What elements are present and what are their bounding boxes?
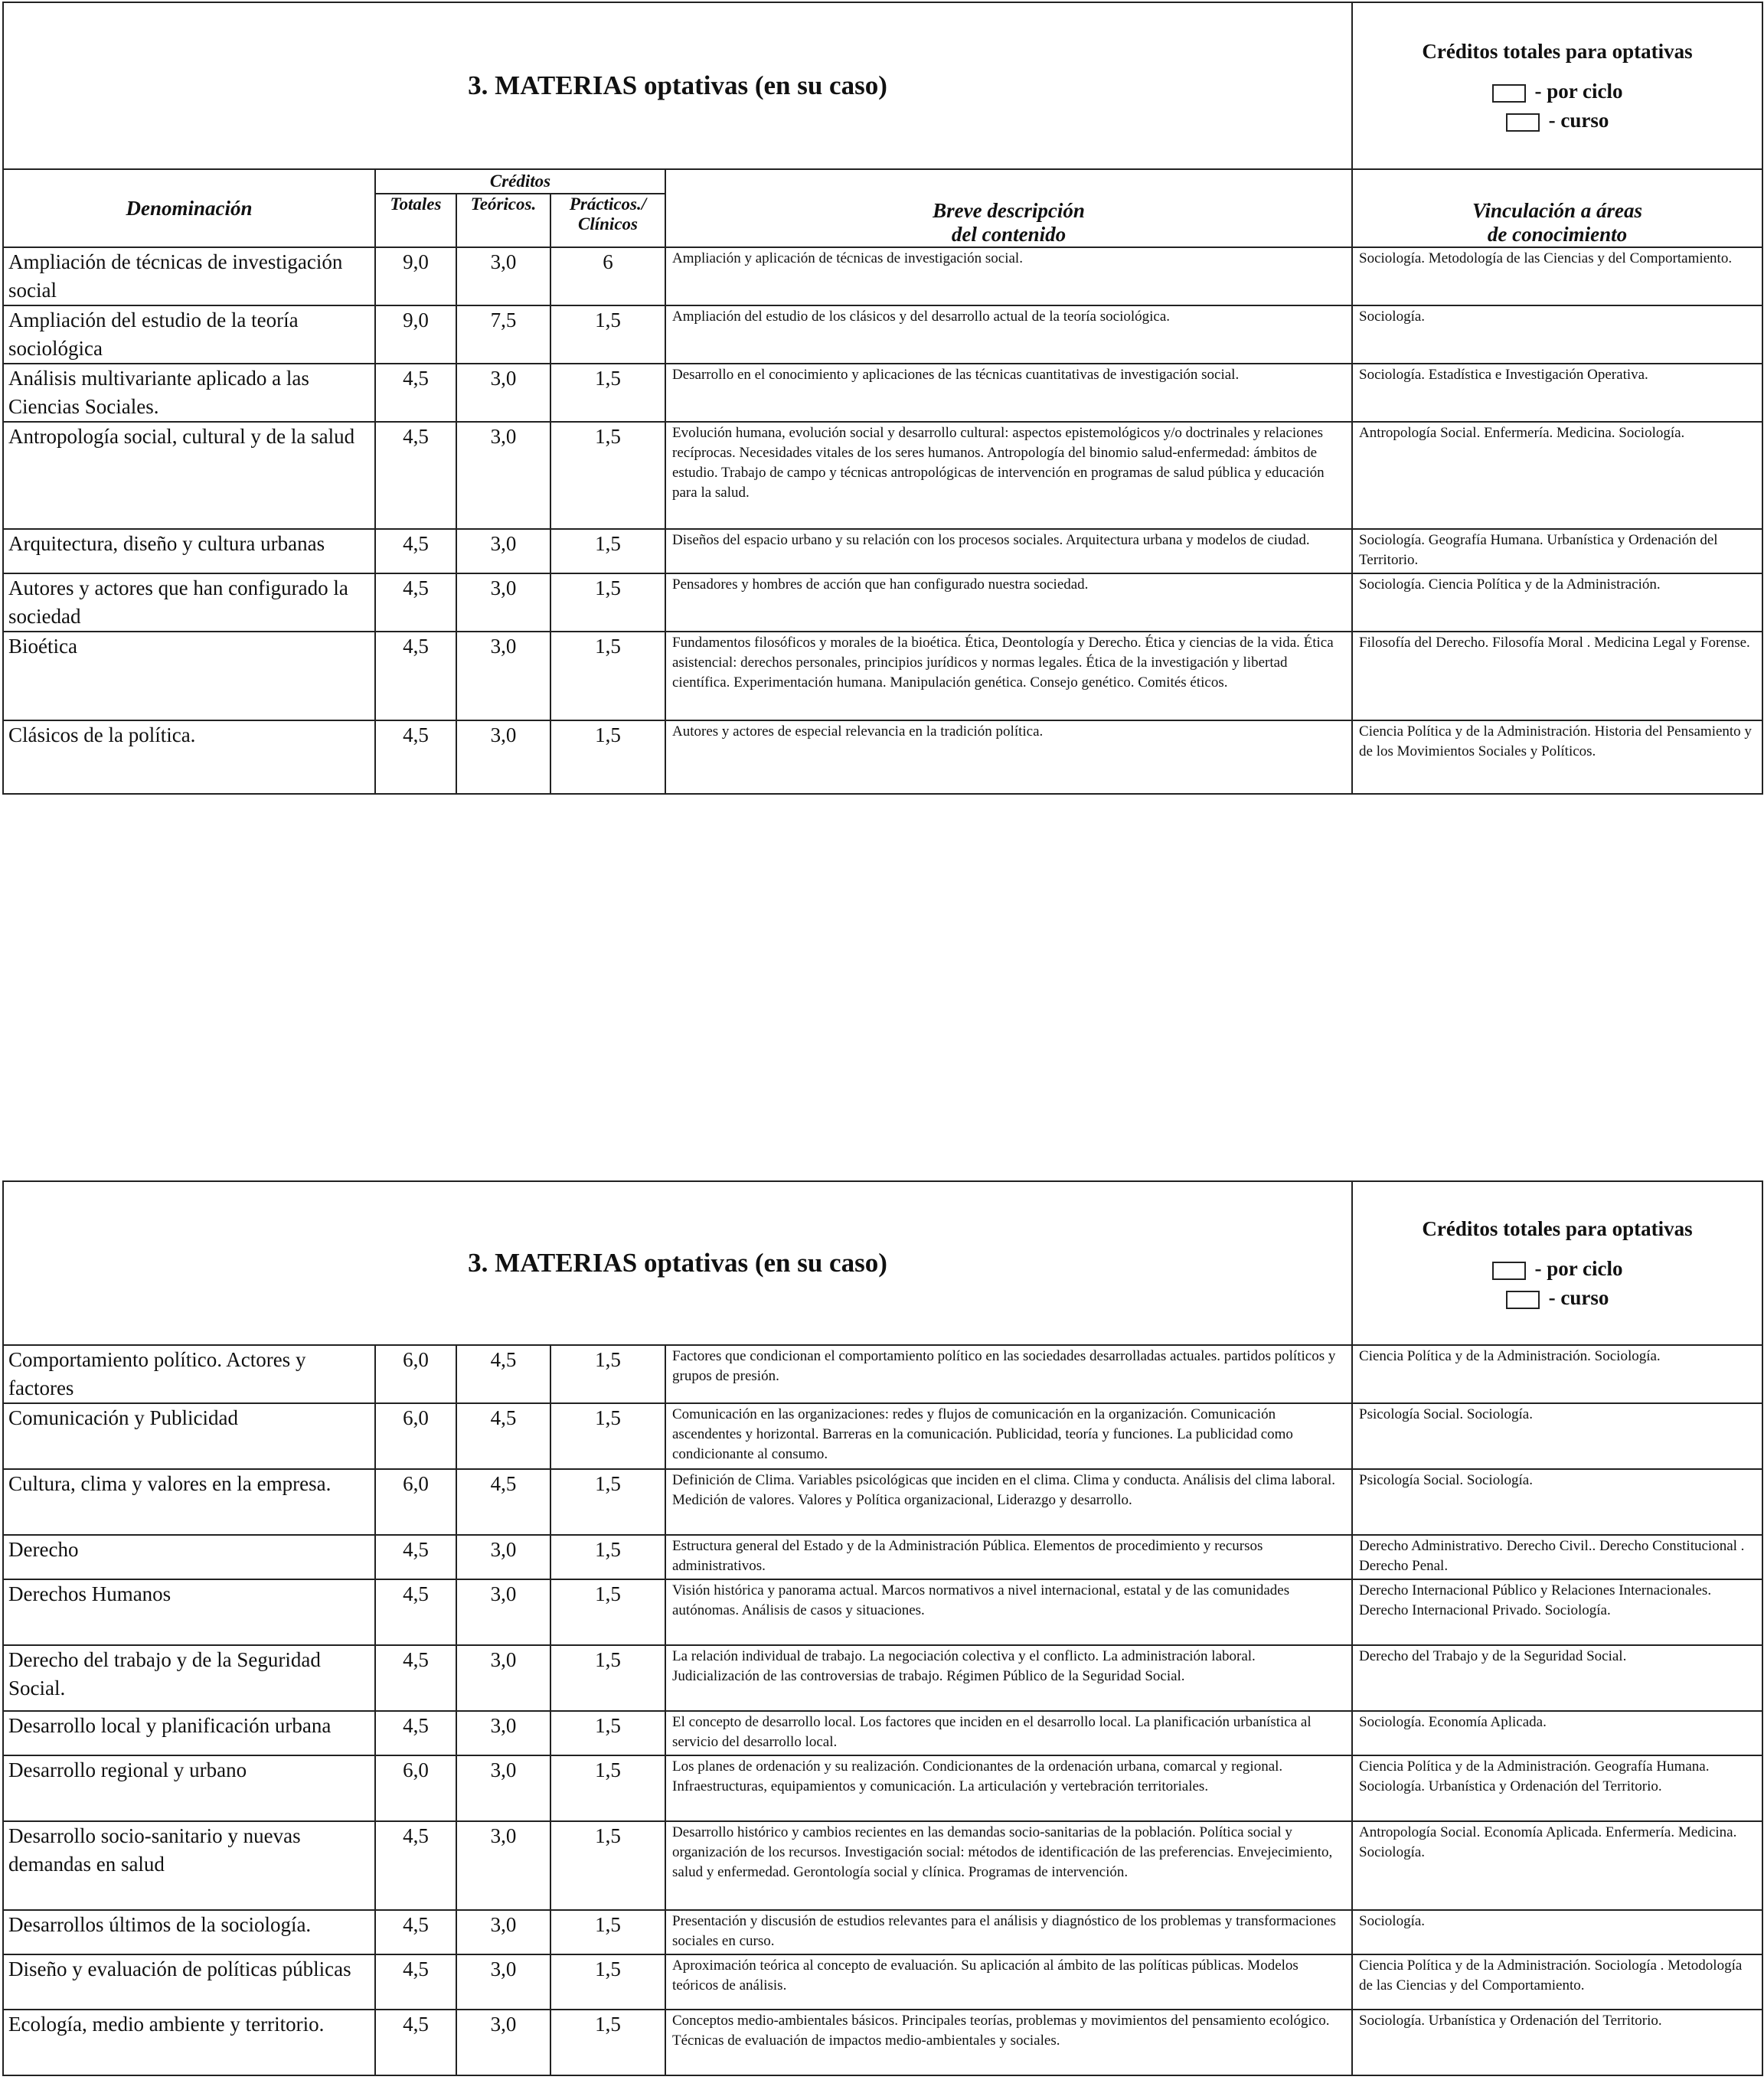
subject-name: Derechos Humanos	[3, 1579, 375, 1645]
credits-theory: 3,0	[456, 1645, 550, 1711]
table-row	[3, 1535, 1762, 1579]
col-descripcion	[665, 169, 1352, 247]
subject-description: Pensadores y hombres de acción que han configurado nuestra sociedad.	[665, 573, 1352, 632]
credits-practice: 1,5	[550, 1711, 665, 1755]
col-practicos-line1: Prácticos./	[569, 194, 647, 214]
per-cycle-label-2: - por ciclo	[1534, 1257, 1623, 1280]
subject-name: Antropología social, cultural y de la salud	[3, 422, 375, 529]
credits-theory: 7,5	[456, 305, 550, 364]
materias-table-1	[2, 2, 1763, 795]
knowledge-areas: Ciencia Política y de la Administración. Geografía Humana. Sociología. Urbanística y Ordenación del Territorio.	[1352, 1755, 1762, 1821]
credits-practice: 1,5	[550, 1645, 665, 1711]
subject-description: El concepto de desarrollo local. Los factores que inciden en el desarrollo local. La planificación urbanística al servicio del desarrollo local.	[665, 1711, 1352, 1755]
table-row	[3, 2010, 1762, 2075]
subject-description: Fundamentos filosóficos y morales de la bioética. Ética, Deontología y Derecho. Ética y ciencias de la vida. Ética asistencial: derechos personales, principios jurídicos y normas legales. Ética de la investigación y libertad científica. Experimentación humana. Manipulación genética. Consejo genético. Comités éticos.	[665, 632, 1352, 720]
credits-practice: 6	[550, 247, 665, 305]
credits-total: 4,5	[375, 573, 456, 632]
credits-theory: 3,0	[456, 1910, 550, 1954]
credits-total: 4,5	[375, 1535, 456, 1579]
credits-total: 6,0	[375, 1755, 456, 1821]
col-vinculacion-line2: de conocimiento	[1487, 223, 1628, 246]
credits-theory: 3,0	[456, 1711, 550, 1755]
credits-box-2	[1352, 1181, 1762, 1345]
subject-description: Estructura general del Estado y de la Administración Pública. Elementos de procedimiento y recursos administrativos.	[665, 1535, 1352, 1579]
credits-practice: 1,5	[550, 1469, 665, 1535]
table-row	[3, 1579, 1762, 1645]
subject-description: Conceptos medio-ambientales básicos. Principales teorías, problemas y movimientos del pensamiento ecológico. Técnicas de evaluación de impactos medio-ambientales y sociales.	[665, 2010, 1352, 2075]
subject-name: Clásicos de la política.	[3, 720, 375, 794]
knowledge-areas: Sociología. Estadística e Investigación Operativa.	[1352, 364, 1762, 422]
subject-name: Ampliación de técnicas de investigación social	[3, 247, 375, 305]
credits-total: 4,5	[375, 1821, 456, 1910]
subject-name: Diseño y evaluación de políticas públicas	[3, 1954, 375, 2010]
credits-practice: 1,5	[550, 1910, 665, 1954]
table-row	[3, 632, 1762, 720]
table-row	[3, 1469, 1762, 1535]
subject-name: Desarrollo socio-sanitario y nuevas demandas en salud	[3, 1821, 375, 1910]
table-row	[3, 573, 1762, 632]
credits-box-title-2: Créditos totales para optativas	[1422, 1217, 1693, 1240]
subject-name: Derecho del trabajo y de la Seguridad Social.	[3, 1645, 375, 1711]
credits-total: 4,5	[375, 1711, 456, 1755]
table-row	[3, 247, 1762, 305]
subject-description: Comunicación en las organizaciones: redes y flujos de comunicación en la organización. Comunicación ascendentes y horizontal. Barreras en la comunicación. Publicidad, teoría y funciones. La publicidad como condicionante al consumo.	[665, 1403, 1352, 1469]
credits-theory: 3,0	[456, 529, 550, 573]
subject-name: Arquitectura, diseño y cultura urbanas	[3, 529, 375, 573]
table-row	[3, 1403, 1762, 1469]
col-teoricos: Teóricos.	[456, 194, 550, 247]
credits-theory: 3,0	[456, 632, 550, 720]
knowledge-areas: Sociología. Urbanística y Ordenación del Territorio.	[1352, 2010, 1762, 2075]
credits-practice: 1,5	[550, 1954, 665, 2010]
credits-total: 9,0	[375, 305, 456, 364]
subject-name: Bioética	[3, 632, 375, 720]
credits-practice: 1,5	[550, 2010, 665, 2075]
credits-practice: 1,5	[550, 305, 665, 364]
subject-description: Ampliación y aplicación de técnicas de investigación social.	[665, 247, 1352, 305]
col-vinculacion	[1352, 169, 1762, 247]
credits-total: 6,0	[375, 1469, 456, 1535]
subject-description: Definición de Clima. Variables psicológicas que inciden en el clima. Clima y conducta. Análisis del clima laboral. Medición de valores. Valores y Política organizacional, Liderazgo y desarrollo.	[665, 1469, 1352, 1535]
knowledge-areas: Derecho Internacional Público y Relaciones Internacionales. Derecho Internacional Privado. Sociología.	[1352, 1579, 1762, 1645]
table-row	[3, 1755, 1762, 1821]
knowledge-areas: Ciencia Política y de la Administración. Sociología . Metodología de las Ciencias y del Comportamiento.	[1352, 1954, 1762, 2010]
knowledge-areas: Derecho Administrativo. Derecho Civil.. Derecho Constitucional . Derecho Penal.	[1352, 1535, 1762, 1579]
credits-theory: 4,5	[456, 1345, 550, 1403]
credits-practice: 1,5	[550, 1821, 665, 1910]
table-row	[3, 364, 1762, 422]
credits-total: 4,5	[375, 1954, 456, 2010]
credits-theory: 3,0	[456, 422, 550, 529]
credits-theory: 3,0	[456, 1755, 550, 1821]
credits-total: 4,5	[375, 364, 456, 422]
per-cycle-checkbox[interactable]	[1492, 84, 1526, 103]
materias-table-2	[2, 1180, 1763, 2076]
credits-theory: 3,0	[456, 2010, 550, 2075]
knowledge-areas: Psicología Social. Sociología.	[1352, 1403, 1762, 1469]
credits-box-title: Créditos totales para optativas	[1422, 40, 1693, 63]
col-practicos	[550, 194, 665, 247]
credits-theory: 3,0	[456, 1821, 550, 1910]
subject-description: Desarrollo histórico y cambios recientes en las demandas socio-sanitarias de la población. Política social y organización de los recursos. Investigación social: métodos de identificación de las preferencias. Envejecimiento, salud y enfermedad. Gerontología social y clínica. Programas de intervención.	[665, 1821, 1352, 1910]
knowledge-areas: Antropología Social. Enfermería. Medicina. Sociología.	[1352, 422, 1762, 529]
credits-theory: 4,5	[456, 1403, 550, 1469]
col-descripcion-line2: del contenido	[951, 223, 1067, 246]
credits-total: 4,5	[375, 2010, 456, 2075]
subject-name: Comunicación y Publicidad	[3, 1403, 375, 1469]
credits-total: 4,5	[375, 720, 456, 794]
per-course-label-2: - curso	[1548, 1286, 1609, 1309]
credits-total: 4,5	[375, 1645, 456, 1711]
table-row	[3, 1345, 1762, 1403]
subject-description: Evolución humana, evolución social y desarrollo cultural: aspectos epistemológicos y/o doctrinales y relaciones recíprocas. Necesidades vitales de los seres humanos. Antropología del binomio salud-enfermedad: ámbitos de estudio. Trabajo de campo y técnicas antropológicas de intervención en programas de salud pública y educación para la salud.	[665, 422, 1352, 529]
knowledge-areas: Psicología Social. Sociología.	[1352, 1469, 1762, 1535]
subject-description: Aproximación teórica al concepto de evaluación. Su aplicación al ámbito de las políticas públicas. Modelos teóricos de análisis.	[665, 1954, 1352, 2010]
knowledge-areas: Sociología.	[1352, 305, 1762, 364]
table-2-body	[3, 1345, 1762, 2075]
subject-name: Autores y actores que han configurado la sociedad	[3, 573, 375, 632]
credits-total: 4,5	[375, 529, 456, 573]
table-1-body	[3, 247, 1762, 794]
col-vinculacion-line1: Vinculación a áreas	[1472, 199, 1643, 222]
knowledge-areas: Ciencia Política y de la Administración. Historia del Pensamiento y de los Movimientos Sociales y Políticos.	[1352, 720, 1762, 794]
table-row	[3, 1910, 1762, 1954]
subject-description: Autores y actores de especial relevancia en la tradición política.	[665, 720, 1352, 794]
subject-name: Análisis multivariante aplicado a las Ciencias Sociales.	[3, 364, 375, 422]
credits-theory: 3,0	[456, 1535, 550, 1579]
subject-description: Presentación y discusión de estudios relevantes para el análisis y diagnóstico de los problemas y transformaciones sociales en curso.	[665, 1910, 1352, 1954]
credits-practice: 1,5	[550, 422, 665, 529]
subject-description: Desarrollo en el conocimiento y aplicaciones de las técnicas cuantitativas de investigación social.	[665, 364, 1352, 422]
credits-total: 6,0	[375, 1403, 456, 1469]
table-row	[3, 1954, 1762, 2010]
subject-name: Desarrollo regional y urbano	[3, 1755, 375, 1821]
table-row	[3, 720, 1762, 794]
credits-practice: 1,5	[550, 720, 665, 794]
table-row	[3, 305, 1762, 364]
knowledge-areas: Filosofía del Derecho. Filosofía Moral . Medicina Legal y Forense.	[1352, 632, 1762, 720]
per-cycle-checkbox-2[interactable]	[1492, 1262, 1526, 1280]
per-course-checkbox-2[interactable]	[1506, 1291, 1540, 1309]
credits-box	[1352, 2, 1762, 169]
subject-name: Ampliación del estudio de la teoría sociológica	[3, 305, 375, 364]
subject-name: Desarrollo local y planificación urbana	[3, 1711, 375, 1755]
credits-total: 4,5	[375, 1910, 456, 1954]
knowledge-areas: Antropología Social. Economía Aplicada. Enfermería. Medicina. Sociología.	[1352, 1821, 1762, 1910]
table-row	[3, 529, 1762, 573]
subject-name: Ecología, medio ambiente y territorio.	[3, 2010, 375, 2075]
subject-description: Los planes de ordenación y su realización. Condicionantes de la ordenación urbana, comarcal y regional. Infraestructuras, equipamientos y comunicación. La articulación y vertebración territoriales.	[665, 1755, 1352, 1821]
col-denominacion: Denominación	[3, 169, 375, 247]
per-course-label: - curso	[1548, 109, 1609, 132]
col-totales: Totales	[375, 194, 456, 247]
credits-practice: 1,5	[550, 364, 665, 422]
credits-theory: 3,0	[456, 247, 550, 305]
table-row	[3, 1821, 1762, 1910]
knowledge-areas: Sociología. Ciencia Política y de la Administración.	[1352, 573, 1762, 632]
credits-theory: 4,5	[456, 1469, 550, 1535]
credits-total: 4,5	[375, 632, 456, 720]
col-creditos: Créditos	[375, 169, 665, 194]
col-practicos-line2: Clínicos	[578, 214, 638, 233]
table-row	[3, 1711, 1762, 1755]
knowledge-areas: Sociología. Metodología de las Ciencias y del Comportamiento.	[1352, 247, 1762, 305]
credits-total: 9,0	[375, 247, 456, 305]
subject-name: Desarrollos últimos de la sociología.	[3, 1910, 375, 1954]
per-course-checkbox[interactable]	[1506, 113, 1540, 132]
credits-practice: 1,5	[550, 1535, 665, 1579]
subject-name: Cultura, clima y valores en la empresa.	[3, 1469, 375, 1535]
credits-theory: 3,0	[456, 573, 550, 632]
knowledge-areas: Derecho del Trabajo y de la Seguridad Social.	[1352, 1645, 1762, 1711]
credits-practice: 1,5	[550, 573, 665, 632]
subject-name: Derecho	[3, 1535, 375, 1579]
table-row	[3, 422, 1762, 529]
credits-practice: 1,5	[550, 632, 665, 720]
credits-theory: 3,0	[456, 1579, 550, 1645]
credits-practice: 1,5	[550, 1345, 665, 1403]
per-cycle-label: - por ciclo	[1534, 80, 1623, 103]
credits-theory: 3,0	[456, 364, 550, 422]
credits-total: 4,5	[375, 422, 456, 529]
credits-theory: 3,0	[456, 720, 550, 794]
page-title-2: 3. MATERIAS optativas (en su caso)	[3, 1181, 1352, 1345]
subject-description: Diseños del espacio urbano y su relación con los procesos sociales. Arquitectura urbana y modelos de ciudad.	[665, 529, 1352, 573]
credits-practice: 1,5	[550, 1755, 665, 1821]
subject-name: Comportamiento político. Actores y factores	[3, 1345, 375, 1403]
credits-practice: 1,5	[550, 1403, 665, 1469]
table-row	[3, 1645, 1762, 1711]
subject-description: Factores que condicionan el comportamiento político en las sociedades desarrolladas actuales. partidos políticos y grupos de presión.	[665, 1345, 1352, 1403]
col-descripcion-line1: Breve descripción	[933, 199, 1085, 222]
knowledge-areas: Sociología.	[1352, 1910, 1762, 1954]
credits-practice: 1,5	[550, 529, 665, 573]
credits-practice: 1,5	[550, 1579, 665, 1645]
knowledge-areas: Sociología. Economía Aplicada.	[1352, 1711, 1762, 1755]
page-title: 3. MATERIAS optativas (en su caso)	[3, 2, 1352, 169]
subject-description: Ampliación del estudio de los clásicos y del desarrollo actual de la teoría sociológica.	[665, 305, 1352, 364]
knowledge-areas: Ciencia Política y de la Administración. Sociología.	[1352, 1345, 1762, 1403]
credits-theory: 3,0	[456, 1954, 550, 2010]
subject-description: Visión histórica y panorama actual. Marcos normativos a nivel internacional, estatal y de las comunidades autónomas. Análisis de casos y situaciones.	[665, 1579, 1352, 1645]
credits-total: 6,0	[375, 1345, 456, 1403]
knowledge-areas: Sociología. Geografía Humana. Urbanística y Ordenación del Territorio.	[1352, 529, 1762, 573]
subject-description: La relación individual de trabajo. La negociación colectiva y el conflicto. La administración laboral. Judicialización de las controversias de trabajo. Régimen Público de la Seguridad Social.	[665, 1645, 1352, 1711]
credits-total: 4,5	[375, 1579, 456, 1645]
